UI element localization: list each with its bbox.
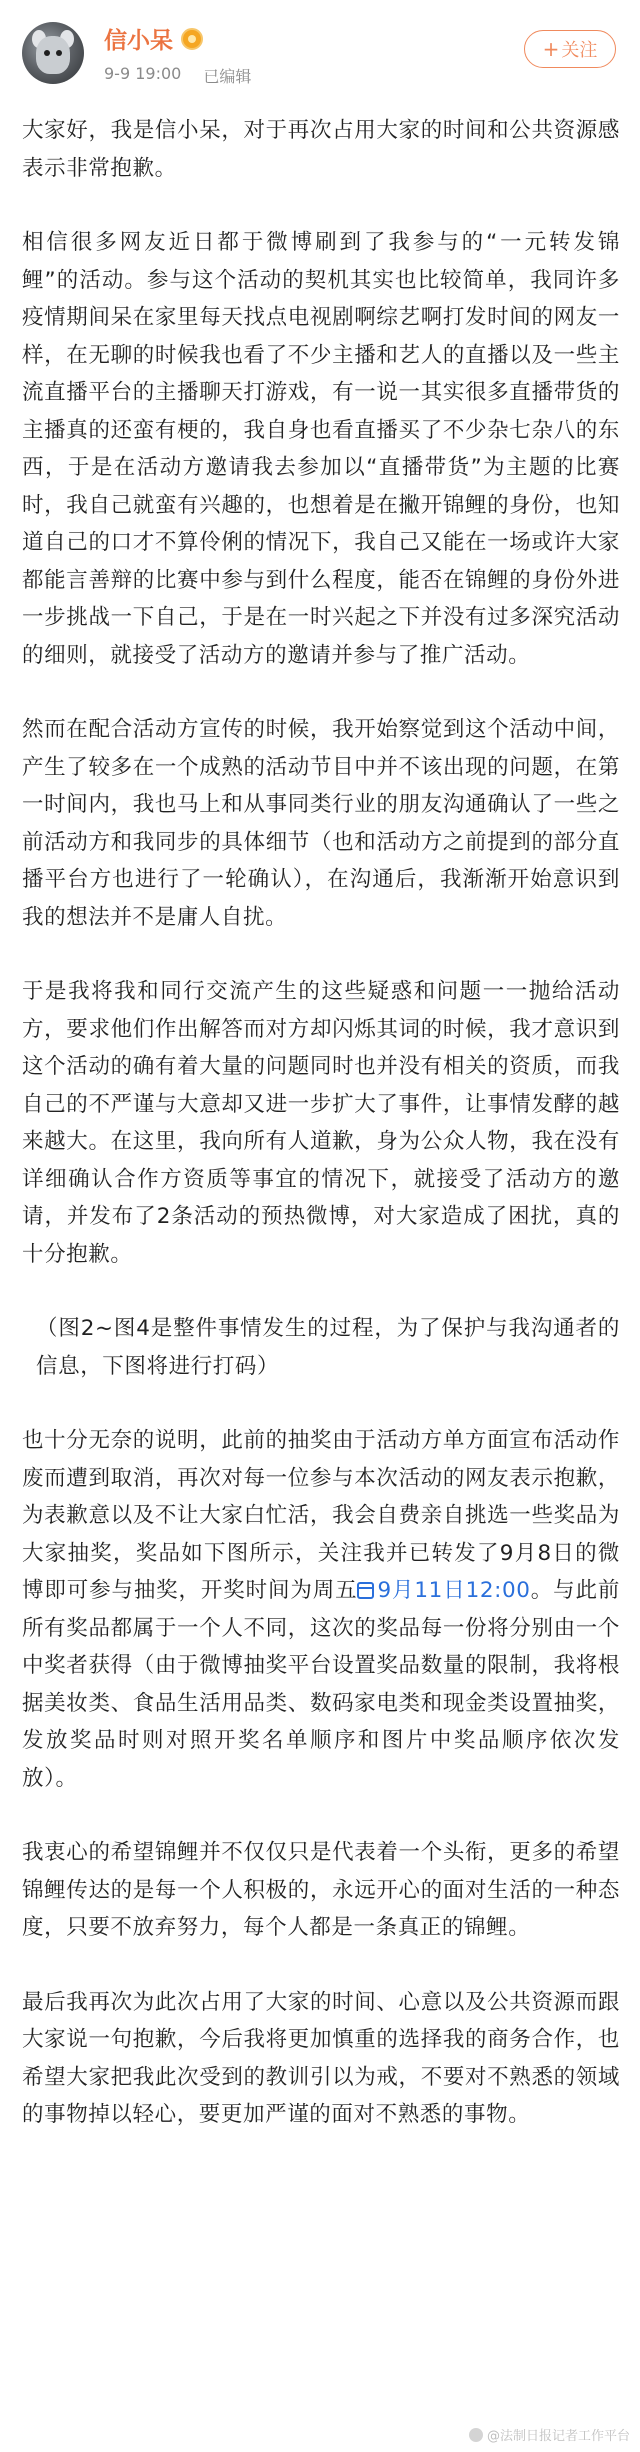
follow-label: 关注 (561, 40, 598, 61)
follow-button[interactable] (524, 30, 616, 68)
paragraph-closing: 最后我再次为此次占用了大家的时间、心意以及公共资源而跟大家说一句抱歉，今后我将更加慎重的选择我的商务合作，也希望大家把我此次受到的教训引以为戒，不要对不熟悉的领域的事物掉以轻心，要更加严谨的面对不熟悉的事物。 (22, 1989, 620, 2127)
paragraph-image-note: （图2~图4是整件事情发生的过程，为了保护与我沟通者的信息，下图将进行打码） (36, 1316, 620, 1379)
lottery-date: 9月11日12:00 (377, 1578, 531, 1603)
calendar-icon (357, 1582, 374, 1599)
user-name[interactable]: 信小呆 (104, 28, 173, 54)
avatar-eye-right (56, 50, 62, 56)
post-meta (104, 64, 251, 87)
paragraph-koi-meaning: 我衷心的希望锦鲤并不仅仅只是代表着一个头衔，更多的希望锦鲤传达的是每一个人积极的，永远开心的面对生活的一种态度，只要不放弃努力，每个人都是一条真正的锦鲤。 (22, 1840, 620, 1940)
paragraph-problem: 然而在配合活动方宣传的时候，我开始察觉到这个活动中间，产生了较多在一个成熟的活动节目中并不该出现的问题，在第一时间内，我也马上和从事同类行业的朋友沟通确认了一些之前活动方和我同步的具体细节（也和活动方之前提到的部分直播平台方也进行了一轮确认），在沟通后，我渐渐开始意识到我的想法并不是庸人自扰。 (22, 717, 620, 930)
paragraph-background: 相信很多网友近日都于微博刷到了我参与的“一元转发锦鲤”的活动。参与这个活动的契机其实也比较简单，我同许多疫情期间呆在家里每天找点电视剧啊综艺啊打发时间的网友一样，在无聊的时候我也看了不少主播和艺人的直播以及一些主流直播平台的主播聊天打游戏，有一说一其实很多直播带货的主播真的还蛮有梗的，我自身也看直播买了不少杂七杂八的东西，于是在活动方邀请我去参加以“直播带货”为主题的比赛时，我自己就蛮有兴趣的，也想着是在撇开锦鲤的身份，也知道自己的口才不算伶俐的情况下，我自己又能在一场或许大家都能言善辩的比赛中参与到什么程度，能否在锦鲤的身份外进一步挑战一下自己，于是在一时兴起之下并没有过多深究活动的细则，就接受了活动方的邀请并参与了推广活动。 (22, 230, 620, 668)
user-name-row[interactable] (104, 22, 203, 55)
weibo-logo-icon (469, 2428, 483, 2442)
avatar-eye-left (44, 50, 50, 56)
post-body (22, 112, 620, 2171)
post-header (0, 0, 640, 96)
avatar-face (36, 36, 70, 74)
lottery-text-b: 。与此前所有奖品都属于一个人不同，这次的奖品每一份将分别由一个中奖者获得（由于微博抽奖平台设置奖品数量的限制，我将根据美妆类、食品生活用品类、数码家电类和现金类设置抽奖，发放奖品时则对照开奖名单顺序和图片中奖品顺序依次发放）。 (22, 1578, 620, 1791)
edited-label[interactable]: 已编辑 (203, 67, 252, 86)
paragraph-lottery (22, 1422, 620, 1797)
post-date: 9-9 19:00 (104, 64, 182, 83)
lottery-date-link[interactable] (357, 1578, 530, 1603)
plus-icon: + (542, 37, 560, 61)
vip-badge-icon (181, 28, 203, 50)
lottery-text-a: 也十分无奈的说明，此前的抽奖由于活动方单方面宣布活动作废而遭到取消，再次对每一位参与本次活动的网友表示抱歉，为表歉意以及不让大家白忙活，我会自费亲自挑选一些奖品为大家抽奖，奖品如下图所示，关注我并已转发了9月8日的微博即可参与抽奖，开奖时间为周五 (22, 1428, 620, 1603)
watermark (469, 2425, 630, 2444)
watermark-text: @法制日报记者工作平台 (486, 2429, 630, 2444)
paragraph-apology: 于是我将我和同行交流产生的这些疑惑和问题一一抛给活动方，要求他们作出解答而对方却闪烁其词的时候，我才意识到这个活动的确有着大量的问题同时也并没有相关的资质，而我自己的不严谨与大意却又进一步扩大了事件，让事情发酵的越来越大。在这里，我向所有人道歉，身为公众人物，我在没有详细确认合作方资质等事宜的情况下，就接受了活动方的邀请，并发布了2条活动的预热微博，对大家造成了困扰，真的十分抱歉。 (22, 979, 620, 1267)
paragraph-intro: 大家好，我是信小呆，对于再次占用大家的时间和公共资源感表示非常抱歉。 (22, 118, 620, 181)
user-avatar[interactable] (22, 22, 84, 84)
